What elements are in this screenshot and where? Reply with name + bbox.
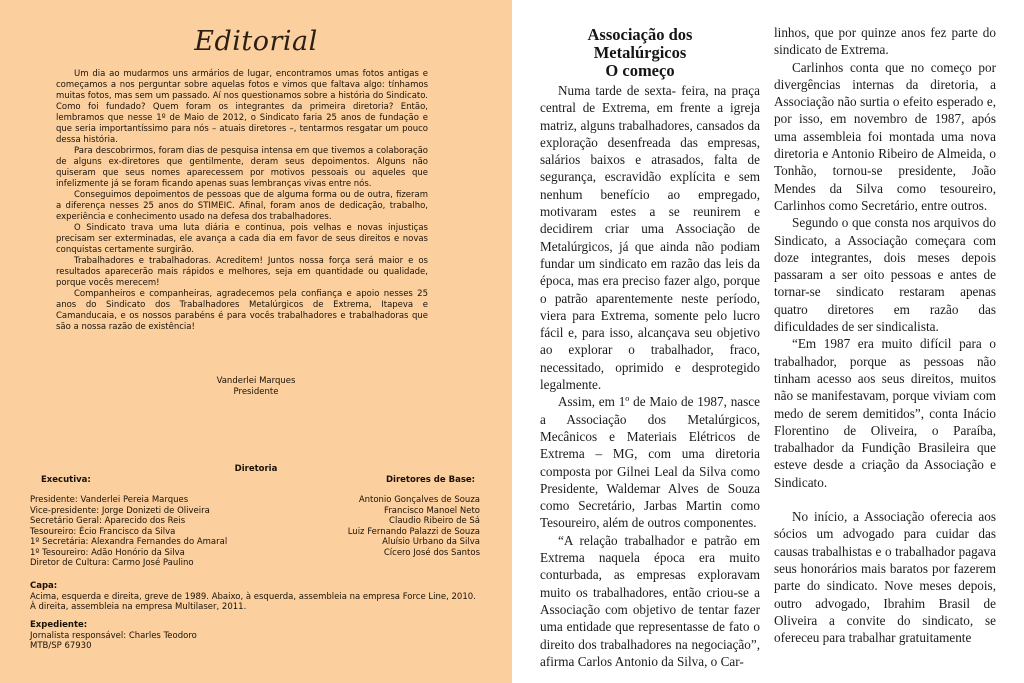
expediente-line: MTB/SP 67930 — [30, 641, 92, 651]
executiva-member: Secretário Geral: Aparecido dos Reis — [30, 516, 186, 526]
diretoria-heading: Diretoria — [234, 464, 278, 474]
base-member: Aluísio Urbano da Silva — [382, 537, 480, 547]
editorial-body — [56, 69, 428, 333]
article-paragraph: Carlinhos conta que no começo por divergências internas da diretoria, a Associação não surtia o efeito esperado e, por isso, em novembro de 1987, após uma assembleia foi montada uma nova diretoria e Antonio Ribeiro de Almeida, o Tonhão, tornou-se presidente, João Mendes da Silva como tesoureiro, Carlinhos como Secretário, entre outros. — [774, 59, 996, 213]
capa-label: Capa: — [30, 581, 58, 591]
base-member: Cícero José dos Santos — [383, 547, 480, 558]
expediente-line: Jornalista responsável: Charles Teodoro — [30, 630, 197, 641]
editorial-paragraph: Para descobrirmos, foram dias de pesquisa intensa em que tivemos a colaboração de alguns ex-diretores que gentilmente, deram seus depoimentos. Alguns não quiseram que seus nomes aparecessem por motivos pessoais ou aqueles que infelizmente já se foram ficando apenas suas lembranças vivas entre nós. — [56, 146, 428, 189]
article-headline-line: O começo — [605, 61, 675, 80]
executiva-member: Presidente: Vanderlei Pereia Marques — [30, 495, 189, 505]
base-member: Claudio Ribeiro de Sá — [389, 516, 480, 526]
article-paragraph: “Em 1987 era muito difícil para o trabalhador, porque as pessoas não tinham acesso aos seus direitos, muitos não se manifestavam, porque viviam com medo de serem demitidos”, conta Inácio Florentino de Oliveira, o Paraíba, trabalhador da Fundição Brasileira que esteve desde a criação da Associação e Sindicato. — [774, 336, 996, 490]
paragraph-spacer — [774, 491, 996, 508]
executiva-heading: Executiva: — [41, 475, 91, 485]
signature-name: Vanderlei Marques — [216, 376, 296, 386]
base-member: Francisco Manoel Neto — [384, 505, 480, 516]
expediente-block — [30, 620, 330, 652]
article-paragraph: Segundo o que consta nos arquivos do Sindicato, a Associação começara com doze integrantes, dois meses depois passaram a ser oito pessoas e antes de tornar-se sindicato restaram apenas quatro diretores em razão das dificuldades de ser sindicalista. — [774, 215, 996, 335]
base-member: Luiz Fernando Palazzi de Souza — [347, 526, 480, 537]
base-member: Antonio Gonçalves de Souza — [358, 495, 480, 505]
executiva-member: 1º Secretária: Alexandra Fernandes do Amaral — [30, 537, 228, 547]
capa-block — [30, 581, 480, 613]
executiva-member: 1º Tesoureiro: Adão Honório da Silva — [30, 547, 185, 558]
article-headline — [540, 26, 740, 80]
editorial-title: Editorial — [194, 26, 318, 57]
article-paragraph: Assim, em 1º de Maio de 1987, nasce a Associação dos Metalúrgicos, Mecânicos e Materiais Elétricos de Extrema – MG, com uma diretoria composta por Gilnei Leal da Silva como Presidente, Waldemar Alves de Souza como Secretário, Jarbas Martin como Tesoureiro, além de outros componentes. — [540, 394, 760, 531]
article-headline-line: Associação dos Metalúrgicos — [587, 25, 693, 62]
article-column-1 — [540, 82, 760, 670]
executiva-list — [30, 495, 227, 569]
capa-line: À direita, assembleia na empresa Multilaser, 2011. — [30, 602, 247, 612]
article-paragraph-continued: linhos, que por quinze anos fez parte do sindicato de Extrema. — [774, 25, 996, 58]
executiva-member: Vice-presidente: Jorge Donizeti de Oliveira — [30, 505, 210, 516]
right-page-article — [512, 0, 1024, 683]
signature-block — [0, 376, 512, 398]
signature-role: Presidente — [233, 387, 279, 397]
diretores-base-list — [348, 495, 480, 558]
editorial-paragraph: O Sindicato trava uma luta diária e continua, pois velhas e novas injustiças precisam ser exterminadas, ele avança a cada dia em favor de seus direitos e novas conquistas certamente surgirão. — [56, 223, 428, 255]
capa-line: Acima, esquerda e direita, greve de 1989. Abaixo, à esquerda, assembleia na empresa Force Line, 2010. — [30, 591, 476, 602]
editorial-paragraph: Conseguimos depoimentos de pessoas que de alguma forma ou de outra, fizeram a diferença nesses 25 anos do STIMEIC. Afinal, foram anos de dedicação, trabalho, experiência e conhecimento usado na defesa dos trabalhadores. — [56, 190, 428, 222]
editorial-paragraph: Companheiros e companheiras, agradecemos pela confiança e apoio nesses 25 anos do Sindicato dos Trabalhadores Metalúrgicos de Extrema, Itapeva e Camanducaia, e os nossos parabéns é para vocês trabalhadores e trabalhadoras que são a nossa razão de existência! — [56, 289, 428, 332]
article-paragraph: Numa tarde de sexta- feira, na praça central de Extrema, em frente a igreja matriz, alguns trabalhadores, cansados da exploração desenfreada das empresas, salários baixos e atrasados, falta de segurança, escravidão explícita e sem nenhum benefício ao empregado, motivaram estes a se reunirem e decidirem criar uma Associação de Metalúrgicos, já que ainda não podiam fundar um sindicato em razão das leis da época, mas era preciso fazer algo, porque o patrão aparentemente neste período, viera para Extrema, somente pelo lucro fácil e, para isso, alcançava seu objetivo ao explorar o trabalhador, fraco, necessitado, oprimido e desprotegido legalmente. — [540, 83, 760, 393]
executiva-member: Diretor de Cultura: Carmo José Paulino — [30, 558, 194, 568]
editorial-paragraph: Trabalhadores e trabalhadoras. Acreditem! Juntos nossa força será maior e os resultados aparecerão mais rápidos e melhores, seja em quantidade ou qualidade, porque vocês merecem! — [56, 256, 428, 288]
editorial-paragraph: Um dia ao mudarmos uns armários de lugar, encontramos umas fotos antigas e começamos a nos perguntar sobre aquelas fotos e vimos que faltava algo: tínhamos muitas fotos, mas sem um passado. Aí nos questionamos sobre a história do Sindicato. Como foi fundado? Quem foram os integrantes da primeira diretoria? Então, lembramos que nesse 1º de Maio de 2012, o Sindicato faria 25 anos de fundação e que seria importantíssimo para nós – atuais diretores –, tentarmos resgatar um pouco dessa história. — [56, 69, 428, 145]
article-column-2 — [774, 24, 996, 646]
article-paragraph: “A relação trabalhador e patrão em Extrema naquela época era muito conturbada, as empresas exploravam muito os trabalhadores, então criou-se a Associação com objetivo de tentar fazer uma entidade que representasse de fato o direito dos trabalhadores na negociação”, afirma Carlos Antonio da Silva, o Car- — [540, 532, 760, 669]
expediente-label: Expediente: — [30, 620, 88, 630]
executiva-member: Tesoureiro: Écio Francisco da Silva — [30, 526, 176, 537]
article-paragraph: No início, a Associação oferecia aos sócios um advogado para cuidar das causas trabalhistas e o trabalhador pagava seus honorários mais baratos por fazerem parte do sindicato. Nove meses depois, outro advogado, Ibrahim Brasil de Oliveira a convite do sindicato, se ofereceu para trabalhar gratuitamente — [774, 509, 996, 646]
diretores-base-heading: Diretores de Base: — [386, 475, 476, 485]
